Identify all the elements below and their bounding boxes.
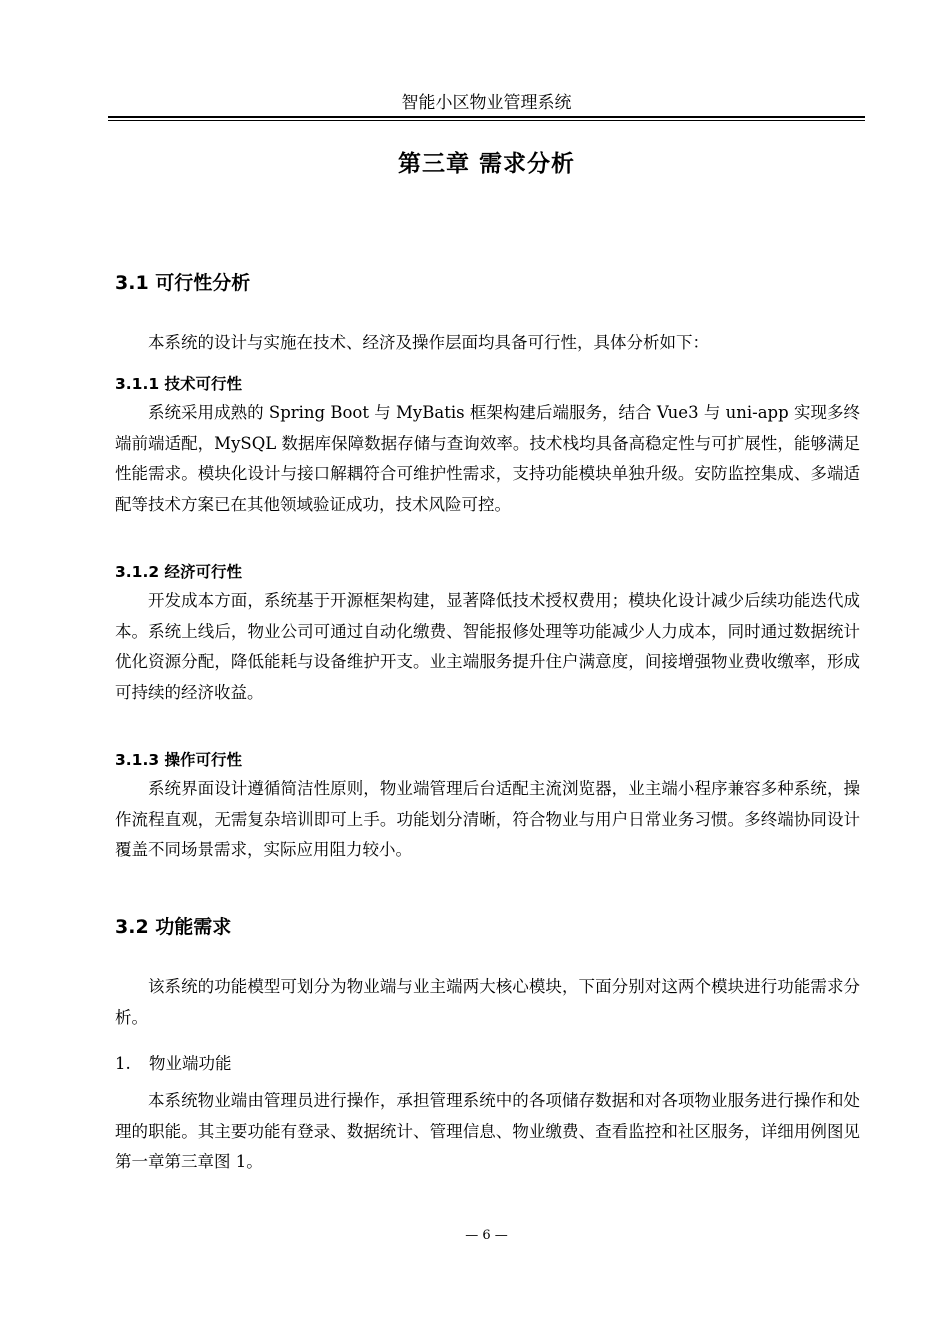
paragraph-functional-intro: 该系统的功能模型可划分为物业端与业主端两大核心模块，下面分别对这两个模块进行功能需求分析。 [115,977,860,1027]
subsection-heading-3-1-1: 3.1.1 技术可行性 [115,375,243,393]
paragraph-property-functions: 本系统物业端由管理员进行操作，承担管理系统中的各项储存数据和对各项物业服务进行操作和处理的职能。其主要功能有登录、数据统计、管理信息、物业缴费、查看监控和社区服务，详细用例图见第一章第三章图 1。 [115,1091,860,1171]
paragraph-feasibility-intro: 本系统的设计与实施在技术、经济及操作层面均具备可行性，具体分析如下： [148,333,709,352]
subsection-heading-3-1-3: 3.1.3 操作可行性 [115,751,243,769]
list-item-label: 物业端功能 [149,1054,232,1073]
section-heading-3-2: 3.2 功能需求 [115,916,232,938]
section-heading-3-1: 3.1 可行性分析 [115,272,251,294]
subsection-heading-3-1-2: 3.1.2 经济可行性 [115,563,243,581]
paragraph-technical-feasibility: 系统采用成熟的 Spring Boot 与 MyBatis 框架构建后端服务，结合 Vue3 与 uni-app 实现多终端前端适配，MySQL 数据库保障数据存储与查询效率。技术栈均具备高稳定性与可扩展性，能够满足性能需求。模块化设计与接口解耦符合可维护性需求，支持功能模块单独升级。安防监控集成、多端适配等技术方案已在其他领域验证成功，技术风险可控。 [115,403,860,514]
list-item-property-functions [115,1050,232,1078]
header-rule [108,116,865,121]
paragraph-operational-feasibility: 系统界面设计遵循简洁性原则，物业端管理后台适配主流浏览器，业主端小程序兼容多种系统，操作流程直观，无需复杂培训即可上手。功能划分清晰，符合物业与用户日常业务习惯。多终端协同设计覆盖不同场景需求，实际应用阻力较小。 [115,779,860,859]
paragraph-economic-feasibility: 开发成本方面，系统基于开源框架构建，显著降低技术授权费用；模块化设计减少后续功能迭代成本。系统上线后，物业公司可通过自动化缴费、智能报修处理等功能减少人力成本，同时通过数据统计优化资源分配，降低能耗与设备维护开支。业主端服务提升住户满意度，间接增强物业费收缴率，形成可持续的经济收益。 [115,591,860,702]
chapter-title: 第三章 需求分析 [397,151,575,177]
list-item-number: 1. [115,1054,131,1073]
running-header: 智能小区物业管理系统 [401,93,572,113]
page-number: — 6 — [465,1228,508,1243]
